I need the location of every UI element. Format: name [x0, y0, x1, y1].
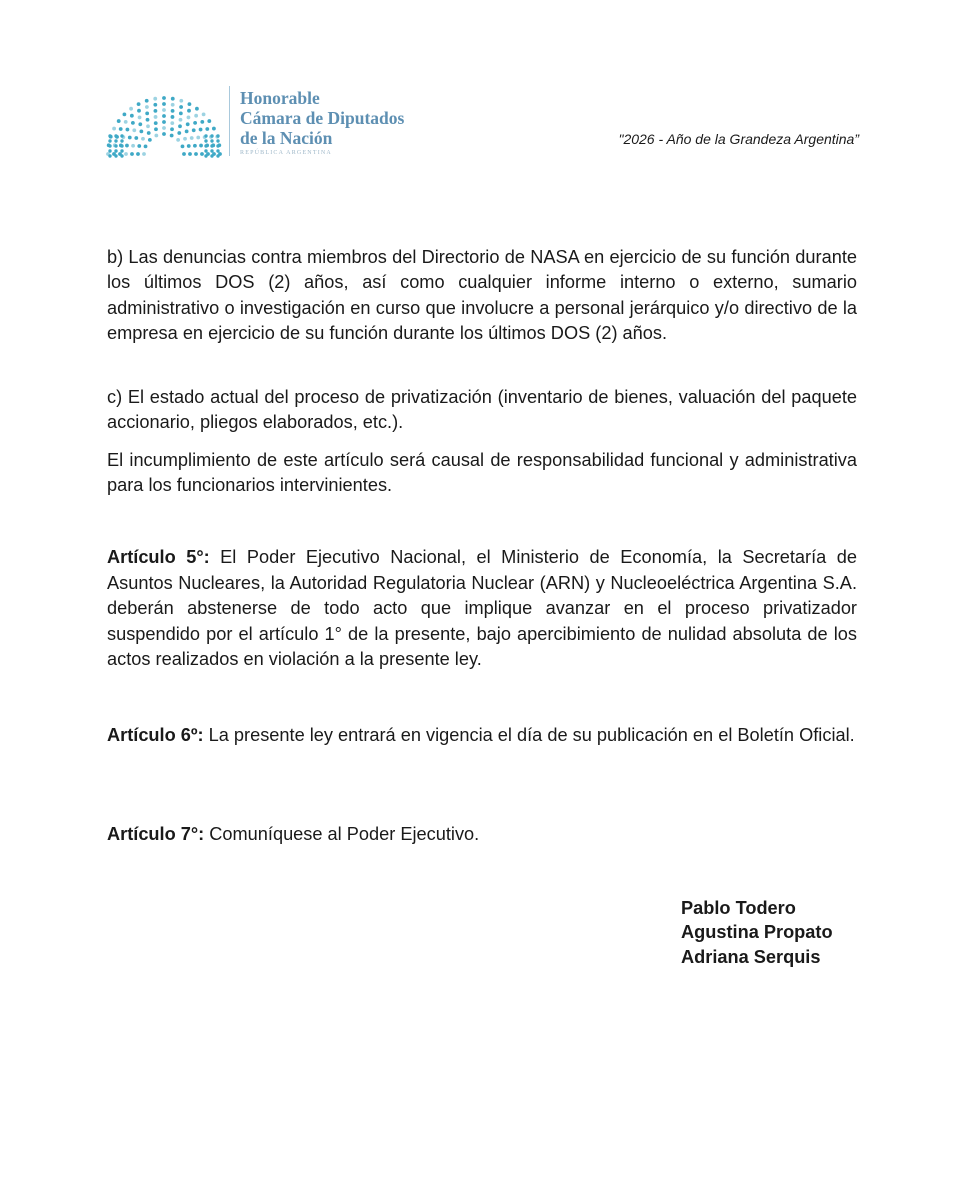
logo-seat-dot — [193, 144, 197, 148]
logo-seat-dot — [193, 121, 197, 125]
logo-seat-dot — [210, 134, 213, 137]
logo-line-2: Cámara de Diputados — [240, 108, 405, 128]
logo-seat-dot — [210, 149, 213, 152]
logo-seat-dot — [210, 139, 213, 142]
logo-seat-dot — [154, 115, 158, 119]
logo-seat-dot — [120, 134, 123, 137]
logo-seat-dot — [114, 144, 117, 147]
logo-seat-dot — [120, 154, 123, 157]
logo-seat-dot — [171, 109, 175, 113]
article-5-text: El Poder Ejecutivo Nacional, el Ministerio de Economía, la Secretaría de Asuntos Nucleares, la Autoridad Regulatoria Nuclear (ARN) y Nucleoeléctrica Argentina S.A. deberán abstenerse de todo acto que implique avanzar en el proceso privatizador suspendido por el artículo 1° de la presente, bajo apercibimiento de nulidad absoluta de los actos realizados en violación a la presente ley. — [107, 547, 857, 670]
logo-seat-dot — [132, 128, 136, 132]
article-6-text: La presente ley entrará en vigencia el día de su publicación en el Boletín Oficial. — [203, 725, 855, 745]
paragraph-c: c) El estado actual del proceso de privatización (inventario de bienes, valuación del paquete accionario, pliegos elaborados, etc.). — [107, 387, 857, 433]
logo-seat-dot — [216, 139, 219, 142]
logo-seat-dot — [108, 134, 111, 137]
article-7 — [107, 822, 857, 847]
logo-seat-dot — [137, 144, 141, 148]
logo-seat-dot — [204, 149, 207, 152]
logo-seat-dot — [216, 134, 219, 137]
logo-seat-dot — [144, 144, 148, 148]
signature-name: Pablo Todero — [681, 898, 796, 918]
logo-seat-dot — [194, 114, 198, 118]
logo-seat-dot — [138, 116, 142, 120]
logo-seat-dot — [108, 149, 111, 152]
logo-seat-dot — [154, 127, 158, 131]
logo-seat-dot — [210, 154, 213, 157]
signature-name: Adriana Serquis — [681, 946, 821, 967]
logo-seat-dot — [124, 120, 128, 124]
article-6 — [107, 723, 857, 748]
page-header — [0, 0, 960, 200]
logo-seat-dot — [139, 129, 143, 133]
logo-seat-dot — [137, 109, 141, 113]
logo-seat-dot — [204, 134, 207, 137]
article-6-title: Artículo 6º: — [107, 725, 204, 745]
logo-seat-dot — [142, 152, 146, 156]
logo-seat-dot — [162, 120, 166, 124]
logo-seat-dot — [181, 144, 185, 148]
logo-seat-dot — [134, 136, 138, 140]
logo-seat-dot — [216, 144, 219, 147]
paragraph-b: b) Las denuncias contra miembros del Directorio de NASA en ejercicio de su función durante los últimos DOS (2) años, así como cualquier informe interno o externo, sumario administrativo o investigación en curso que involucre a personal jerárquico y/o directivo de la empresa en ejercicio de su función durante los últimos DOS (2) años. — [107, 247, 857, 343]
logo-seat-dot — [145, 111, 149, 115]
logo-seat-dot — [130, 114, 134, 118]
logo-seat-dot — [126, 128, 130, 132]
logo-seat-dot — [170, 121, 174, 125]
logo-seat-dot — [199, 128, 203, 132]
logo-seat-dot — [108, 154, 111, 157]
logo-seat-dot — [154, 109, 158, 113]
logo-seat-dot — [199, 144, 203, 148]
logo-seat-dot — [186, 122, 190, 126]
logo-seat-dot — [200, 120, 204, 124]
logo-seat-dot — [205, 127, 209, 131]
logo-seat-dot — [153, 103, 157, 107]
logo-seat-dot — [171, 115, 175, 119]
year-motto: "2026 - Año de la Grandeza Argentina” — [618, 131, 859, 147]
logo-seat-dot — [187, 116, 191, 120]
logo-seat-dot — [192, 128, 196, 132]
logo-seat-dot — [194, 152, 198, 156]
article-7-title: Artículo 7°: — [107, 824, 205, 844]
logo-seat-dot — [147, 131, 151, 135]
logo-seat-dot — [117, 119, 121, 123]
logo-seat-dot — [162, 114, 166, 118]
logo-seat-dot — [114, 154, 117, 157]
logo-subline: REPÚBLICA ARGENTINA — [240, 150, 332, 156]
logo-seat-dot — [179, 105, 183, 109]
logo-seat-dot — [187, 109, 191, 113]
logo-seat-dot — [179, 99, 183, 103]
logo-seat-dot — [188, 102, 192, 106]
logo-seat-dot — [129, 107, 133, 111]
logo-seat-dot — [190, 136, 194, 140]
logo-seat-dot — [185, 129, 189, 133]
logo-seat-dot — [131, 121, 135, 125]
logo-seat-dot — [138, 122, 142, 126]
logo-seat-dot — [183, 137, 187, 141]
logo-seat-dot — [120, 139, 123, 142]
logo-seat-dot — [119, 127, 123, 131]
logo-seat-dot — [137, 102, 141, 106]
logo-seat-dot — [187, 144, 191, 148]
logo-seat-dot — [216, 154, 219, 157]
logo-seat-dot — [162, 108, 166, 112]
logo-seat-dot — [179, 111, 183, 115]
logo-seat-dot — [171, 103, 175, 107]
logo-seat-dot — [114, 139, 117, 142]
logo-seat-dot — [112, 127, 116, 131]
logo-seat-dot — [204, 144, 207, 147]
logo-seat-dot — [108, 144, 111, 147]
chamber-logo — [106, 80, 416, 162]
logo-seat-dot — [171, 97, 175, 101]
logo-seat-dot — [124, 152, 128, 156]
logo-seat-dot — [210, 144, 213, 147]
logo-seat-dot — [176, 138, 180, 142]
logo-seat-dot — [162, 126, 166, 130]
logo-seat-dot — [108, 139, 111, 142]
signature-block — [681, 896, 833, 969]
logo-seat-dot — [200, 152, 204, 156]
logo-seat-dot — [162, 132, 166, 136]
logo-seat-dot — [146, 118, 150, 122]
logo-seat-dot — [114, 149, 117, 152]
logo-seat-dot — [120, 144, 123, 147]
logo-seat-dot — [196, 136, 200, 140]
logo-seat-dot — [114, 134, 117, 137]
logo-seat-dot — [179, 118, 183, 122]
logo-seat-dot — [123, 113, 127, 117]
logo-seat-dot — [128, 136, 132, 140]
article-5 — [107, 545, 857, 673]
logo-seat-dot — [146, 124, 150, 128]
logo-seat-dot — [130, 152, 134, 156]
logo-seat-dot — [145, 105, 149, 109]
logo-seat-dot — [207, 119, 211, 123]
logo-seat-dot — [162, 96, 166, 100]
logo-seat-dot — [188, 152, 192, 156]
logo-line-3: de la Nación — [240, 128, 333, 148]
logo-seat-dot — [204, 139, 207, 142]
logo-seat-dot — [120, 149, 123, 152]
signature-name: Agustina Propato — [681, 922, 833, 943]
logo-seat-dot — [216, 149, 219, 152]
logo-seat-dot — [141, 137, 145, 141]
logo-seat-dot — [131, 144, 135, 148]
logo-seat-dot — [153, 97, 157, 101]
logo-seat-dot — [212, 127, 216, 131]
logo-seat-dot — [136, 152, 140, 156]
logo-line-1: Honorable — [240, 88, 320, 108]
paragraph-incumplimiento: El incumplimiento de este artículo será causal de responsabilidad funcional y administrativa para los funcionarios intervinientes. — [107, 450, 857, 496]
logo-seat-dot — [170, 127, 174, 131]
logo-seat-dot — [195, 107, 199, 111]
article-7-text: Comuníquese al Poder Ejecutivo. — [204, 824, 480, 844]
logo-divider — [229, 86, 230, 156]
logo-seat-dot — [145, 99, 149, 103]
article-5-title: Artículo 5°: — [107, 547, 210, 567]
logo-seat-dot — [154, 121, 158, 125]
logo-text — [240, 88, 404, 156]
logo-seat-dot — [154, 134, 158, 138]
logo-seat-dot — [177, 131, 181, 135]
logo-seat-dot — [204, 154, 207, 157]
logo-seat-dot — [148, 138, 152, 142]
logo-seat-dot — [178, 124, 182, 128]
logo-seat-dot — [162, 102, 166, 106]
logo-seat-dot — [182, 152, 186, 156]
logo-seat-dot — [125, 144, 129, 148]
logo-seat-dot — [202, 113, 206, 117]
hemicycle-logo-icon — [106, 80, 222, 158]
logo-seat-dot — [170, 134, 174, 138]
